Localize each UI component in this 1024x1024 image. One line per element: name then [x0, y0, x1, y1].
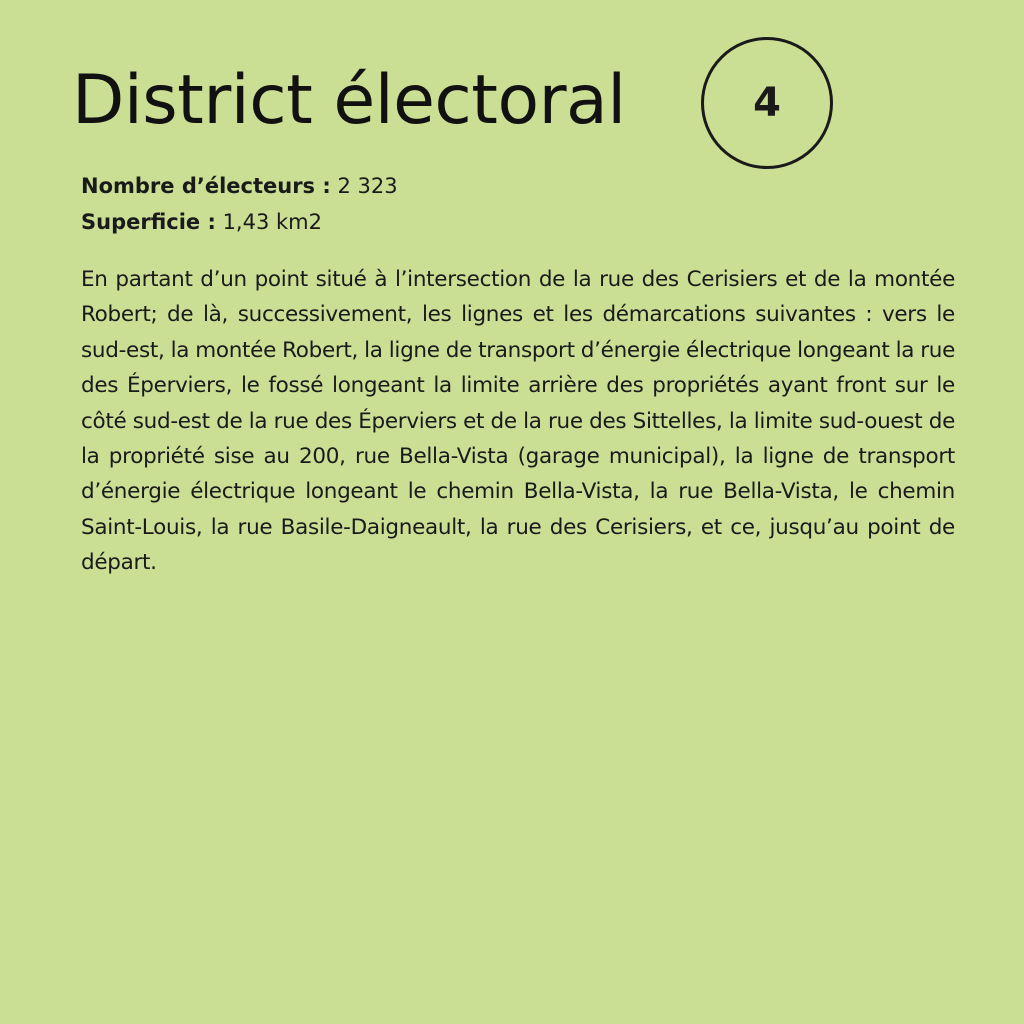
area-value: 1,43 km2: [222, 210, 322, 234]
area-label: Superficie :: [81, 210, 216, 234]
district-number: 4: [753, 80, 781, 126]
voters-count-value: 2 323: [337, 174, 398, 198]
voters-count-row: [81, 168, 398, 204]
district-number-badge: [701, 37, 833, 169]
page-title: District électoral: [72, 61, 626, 140]
area-row: [81, 204, 398, 240]
district-facts: [81, 168, 398, 240]
boundary-description: En partant d’un point situé à l’intersection de la rue des Cerisiers et de la montée Robert; de là, successivement, les lignes et les démarcations suivantes : vers le sud-est, la montée Robert, la ligne de transport d’énergie électrique longeant la rue des Éperviers, le fossé longeant la limite arrière des propriétés ayant front sur le côté sud-est de la rue des Éperviers et de la rue des Sittelles, la limite sud-ouest de la propriété sise au 200, rue Bella-Vista (garage municipal), la ligne de transport d’énergie électrique longeant le chemin Bella-Vista, la rue Bella-Vista, le chemin Saint-Louis, la rue Basile-Daigneault, la rue des Cerisiers, et ce, jusqu’au point de départ.: [81, 267, 955, 576]
voters-count-label: Nombre d’électeurs :: [81, 174, 331, 198]
